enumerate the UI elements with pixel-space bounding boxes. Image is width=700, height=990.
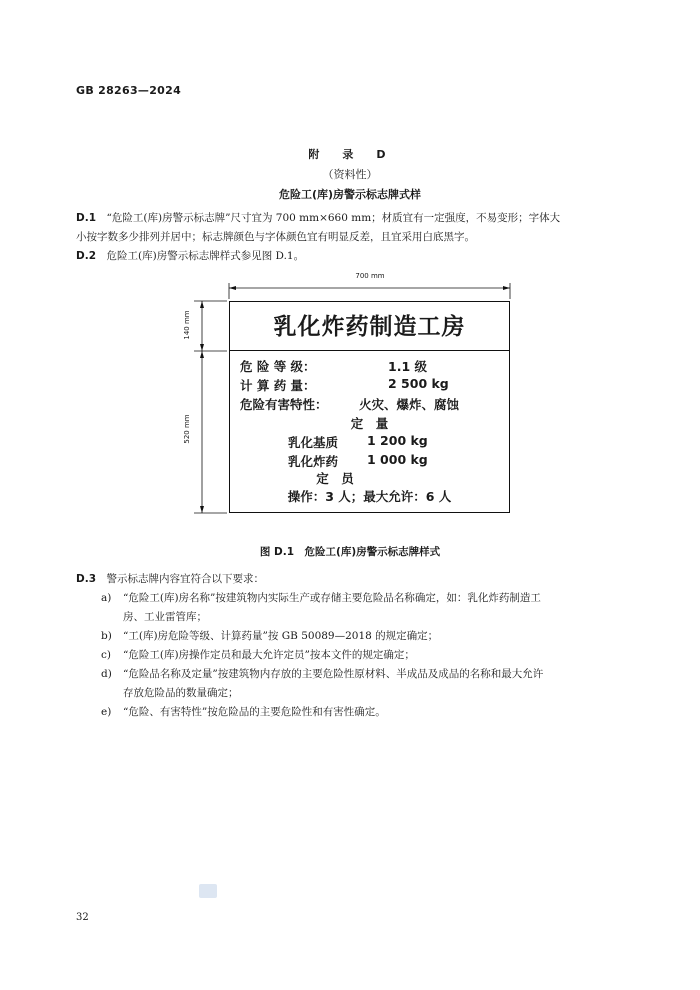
clause-d1-number: D.1: [76, 212, 97, 224]
clause-d2-text: 危险工(库)房警示标志牌样式参见图 D.1。: [96, 250, 305, 262]
sign-item1-value: 1 200 kg: [367, 433, 428, 448]
sign-fixed-quantity-heading: 定 量: [350, 416, 389, 431]
page-number: 32: [76, 912, 89, 923]
clause-d2-number: D.2: [76, 250, 97, 262]
appendix-label: 附 录 D: [308, 148, 392, 161]
list-item-c-label: c): [101, 649, 111, 661]
warning-sign-title: 乳化炸药制造工房: [273, 314, 466, 340]
body-height-dimension-label: 520 mm: [183, 414, 191, 444]
standard-code: GB 28263—2024: [76, 84, 182, 97]
list-item-c: “危险工(库)房操作定员和最大允许定员”按本文件的规定确定；: [123, 649, 415, 661]
sign-hazard-value: 1.1 级: [388, 359, 427, 374]
sign-quantity-value: 2 500 kg: [388, 376, 449, 391]
sign-quantity-label: 计 算 药 量：: [240, 378, 316, 393]
list-item-e: “危险、有害特性”按危险品的主要危险性和有害性确定。: [123, 706, 386, 718]
list-item-b-label: b): [101, 630, 112, 642]
watermark-mark: [199, 884, 217, 898]
sign-property-label: 危险有害特性：: [240, 397, 328, 412]
sign-hazard-label: 危 险 等 级：: [240, 359, 316, 374]
width-dimension-label: 700 mm: [355, 272, 385, 280]
appendix-title: 危险工(库)房警示标志牌式样: [278, 188, 422, 201]
sign-item2-name: 乳化炸药: [288, 454, 339, 469]
sign-staff-text: 操作：3 人；最大允许：6 人: [287, 489, 452, 504]
clause-d3-number: D.3: [76, 573, 97, 585]
list-item-a-label: a): [101, 592, 112, 604]
figure-caption: 图 D.1 危险工(库)房警示标志牌样式: [259, 546, 441, 558]
list-item-e-label: e): [101, 706, 112, 718]
appendix-type: （资料性）: [322, 168, 378, 181]
list-item-a: [123, 589, 628, 627]
list-item-d-line1: “危险品名称及定量”按建筑物内存放的主要危险性原材料、半成品及成品的名称和最大允许: [123, 668, 544, 680]
list-item-a-line2: 房、工业雷管库；: [123, 611, 207, 623]
clause-d3-text: 警示标志牌内容宜符合以下要求：: [96, 573, 265, 585]
list-item-d-line2: 存放危险品的数量确定；: [123, 687, 239, 699]
list-item-d-label: d): [101, 668, 112, 680]
sign-item1-name: 乳化基质: [288, 435, 339, 450]
sign-staff-heading: 定 员: [316, 471, 354, 486]
title-height-dimension-label: 140 mm: [183, 310, 191, 340]
clause-d3: [76, 570, 628, 589]
clause-d1-line1: “危险工(库)房警示标志牌”尺寸宜为 700 mm×660 mm；材质宜有一定强度，不易变形；字体大: [96, 212, 561, 224]
clause-d1-line2: 小按字数多少排列并居中；标志牌颜色与字体颜色宜有明显反差，且宜采用白底黑字。: [76, 231, 475, 243]
sign-item2-value: 1 000 kg: [367, 452, 428, 467]
list-item-b: “工(库)房危险等级、计算药量”按 GB 50089—2018 的规定确定；: [123, 630, 439, 642]
list-item-a-line1: “危险工(库)房名称”按建筑物内实际生产或存储主要危险品名称确定，如：乳化炸药制造工: [123, 592, 541, 604]
sign-property-value: 火灾、爆炸、腐蚀: [359, 397, 460, 412]
list-item-d: [123, 665, 628, 703]
